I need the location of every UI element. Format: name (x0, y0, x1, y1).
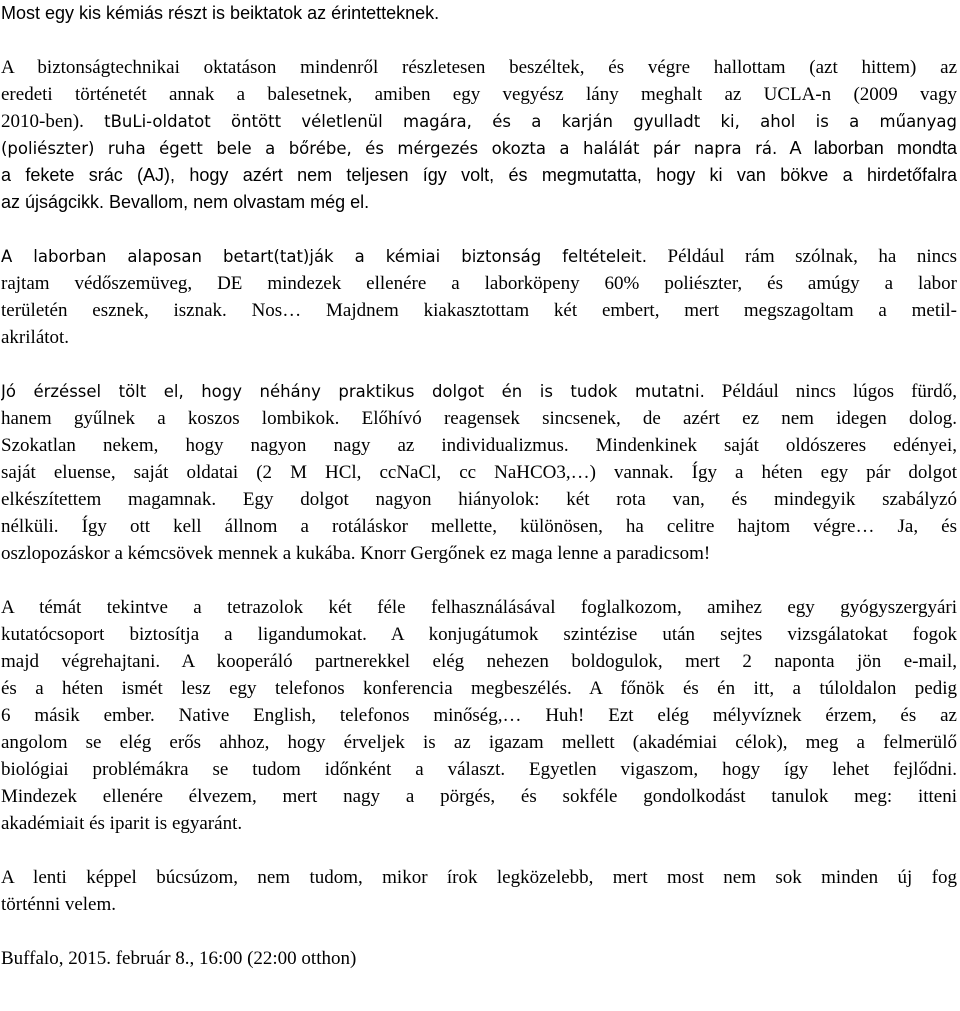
text-line: a fekete srác (AJ), hogy azért nem teljesen így volt, és megmutatta, hogy ki van bökve a hirdetőfalra (1, 165, 957, 185)
text-segment: A laborban mondta (777, 138, 957, 158)
text-line (1, 135, 957, 162)
text-line: akadémiait és iparit is egyaránt. (1, 813, 243, 834)
text-segment: tBuLi-oldatot öntött véletlenül magára, és a karján gyulladt ki, ahol is a műanyag (83, 112, 957, 131)
paragraph-gap (1, 216, 957, 243)
paragraph-gap (1, 351, 957, 378)
text-segment: Például nincs lúgos fürdő, (704, 381, 957, 402)
paragraph-safety-training (1, 54, 957, 216)
paragraph-research-topic (1, 594, 957, 837)
paragraph-gap (1, 567, 957, 594)
intro-line: Most egy kis kémiás részt is beiktatok az érintetteknek. (1, 3, 440, 23)
text-line: Mindezek ellenére élvezem, mert nagy a pörgés, és sokféle gondolkodást tanulok meg: itteni (1, 786, 957, 807)
paragraph-gap (1, 27, 957, 54)
document-page (1, 0, 957, 972)
text-line: saját eluense, saját oldatai (2 M HCl, ccNaCl, cc NaHCO3,…) vannak. Így a héten egy pár dolgot (1, 462, 957, 483)
paragraph-gap (1, 918, 957, 945)
text-line: 6 másik ember. Native English, telefonos minőség,… Huh! Ezt elég mélyvíznek érzem, és az (1, 705, 957, 726)
text-line: rajtam védőszemüveg, DE mindezek ellenére a laborköpeny 60% poliészter, és amúgy a labor (1, 273, 957, 294)
text-line: és a héten ismét lesz egy telefonos konferencia megbeszélés. A főnök és én itt, a túloldalon pedig (1, 678, 957, 699)
text-line (1, 243, 957, 270)
text-line: eredeti történetét annak a balesetnek, amiben egy vegyész lány meghalt az UCLA-n (2009 vagy (1, 84, 957, 105)
text-segment: Például rám szólnak, ha nincs (647, 246, 957, 267)
text-segment: Jó érzéssel tölt el, hogy néhány praktikus dolgot én is tudok mutatni. (1, 382, 705, 401)
text-line: az újságcikk. Bevallom, nem olvastam még el. (1, 192, 370, 212)
text-line: nélküli. Így ott kell állnom a rotáláskor mellette, különösen, ha celitre hajtom végre… Ja, és (1, 516, 957, 537)
paragraph-gap (1, 837, 957, 864)
text-line: területén esznek, isznak. Nos… Majdnem kiakasztottam két embert, mert megszagoltam a metil- (1, 300, 957, 321)
paragraph-practical-things (1, 378, 957, 567)
text-line: majd végrehajtani. A kooperáló partnerekkel elég nehezen boldogulok, mert 2 naponta jön e-mail, (1, 651, 957, 672)
text-line (1, 378, 957, 405)
text-line: A lenti képpel búcsúzom, nem tudom, mikor írok legközelebb, mert most nem sok minden új fog (1, 867, 957, 888)
text-line: oszlopozáskor a kémcsövek mennek a kukába. Knorr Gergőnek ez maga lenne a paradicsom! (1, 543, 711, 564)
text-line: Szokatlan nekem, hogy nagyon nagy az individualizmus. Mindenkinek saját oldószeres edényei, (1, 435, 957, 456)
text-line: történni velem. (1, 894, 117, 915)
text-line: kutatócsoport biztosítja a ligandumokat. A konjugátumok szintézise után sejtes vizsgálatokat fogok (1, 624, 957, 645)
text-line: angolom se elég erős ahhoz, hogy érveljek is az igazam mellett (akadémiai célok), meg a felmerülő (1, 732, 957, 753)
text-segment: A laborban alaposan betart(tat)ják a kémiai biztonság feltételeit. (1, 247, 648, 266)
text-line: elkészítettem magamnak. Egy dolgot nagyon hiányolok: két rota van, és mindegyik szabályzó (1, 489, 957, 510)
text-segment: 2010-ben). (1, 111, 84, 132)
text-line: A biztonságtechnikai oktatáson mindenről részletesen beszéltek, és végre hallottam (azt hittem) az (1, 57, 957, 78)
text-segment: (poliészter) ruha égett bele a bőrébe, és mérgezés okozta a halálát pár napra rá. (1, 139, 778, 158)
signature-line: Buffalo, 2015. február 8., 16:00 (22:00 otthon) (1, 948, 357, 969)
paragraph-farewell (1, 864, 957, 918)
paragraph-lab-safety (1, 243, 957, 351)
text-line: A témát tekintve a tetrazolok két féle felhasználásával foglalkozom, amihez egy gyógyszergyári (1, 597, 957, 618)
text-line: biológiai problémákra se tudom időnként a választ. Egyetlen vigaszom, hogy így lehet fejlődni. (1, 759, 957, 780)
text-line: akrilátot. (1, 327, 70, 348)
text-line (1, 108, 957, 135)
text-line: hanem gyűlnek a koszos lombikok. Előhívó reagensek sincsenek, de azért ez nem idegen dolog. (1, 408, 957, 429)
